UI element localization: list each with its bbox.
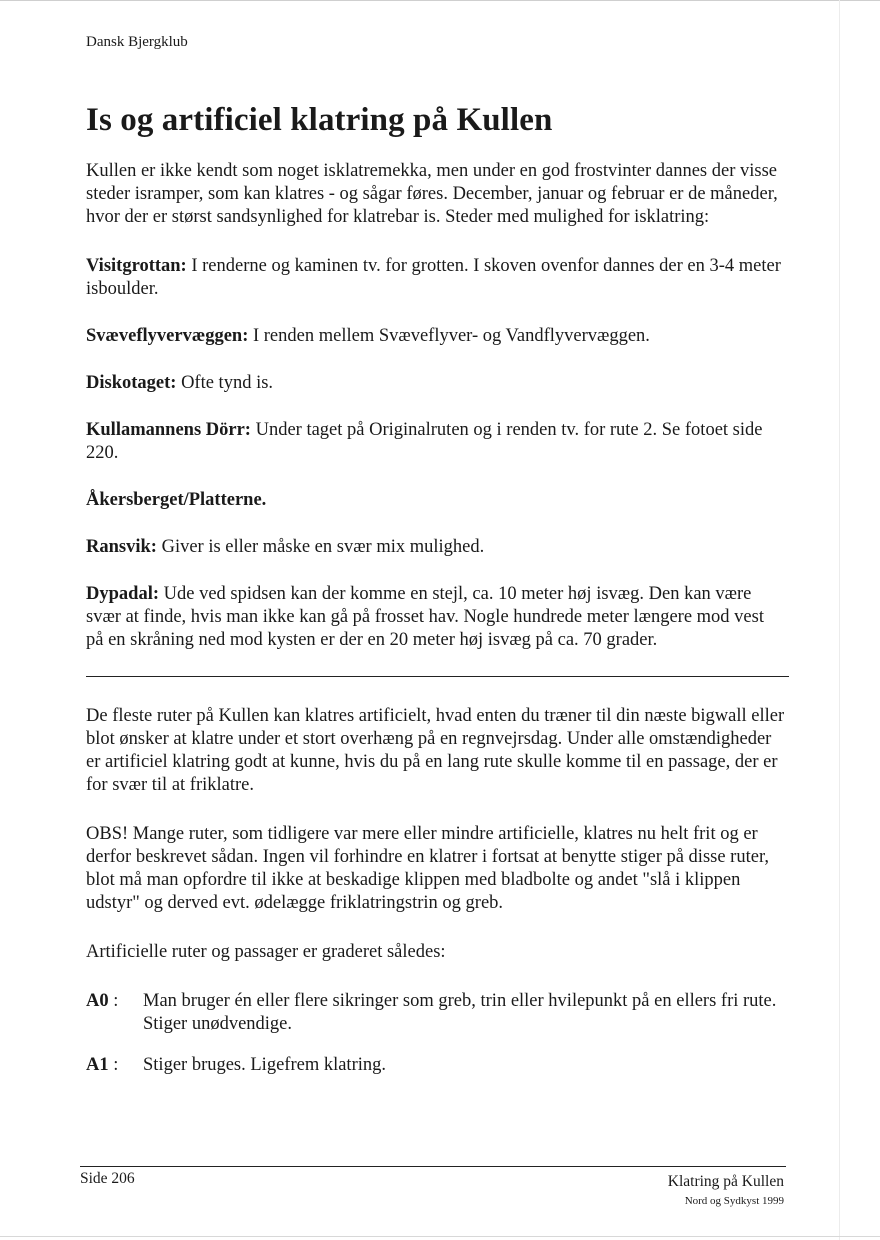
grade-a0 [86, 990, 786, 1036]
location-name: Svæveflyvervæggen: [86, 326, 249, 346]
grade-code-sep: : [108, 991, 119, 1011]
grade-code-label: A0 [86, 991, 109, 1011]
location-text: I renden mellem Svæveflyver- og Vandflyvervæggen. [248, 326, 650, 346]
grade-description: Man bruger én eller flere sikringer som greb, trin eller hvilepunkt på en ellers fri rute. Stiger unødvendige. [143, 991, 777, 1034]
location-kullamannens-dorr [86, 419, 786, 465]
grade-a1 [86, 1054, 786, 1077]
scan-edge-top [0, 0, 880, 1]
location-name: Diskotaget: [86, 373, 177, 393]
scan-edge-right [839, 0, 840, 1240]
scan-edge-bottom [0, 1236, 880, 1237]
location-akersberget [86, 489, 786, 512]
location-dypadal [86, 583, 786, 652]
artificial-paragraph-1: De fleste ruter på Kullen kan klatres artificielt, hvad enten du træner til din næste bigwall eller blot ønsker at klatre under et stort overhæng på en regnvejrsdag. Under alle omstændigheder er artificiel klatring godt at kunne, hvis du på en lang rute skulle komme til en passage, der er for svær til at friklatre. [86, 706, 785, 795]
artificial-paragraph-2: OBS! Mange ruter, som tidligere var mere eller mindre artificielle, klatres nu helt frit og er derfor beskrevet sådan. Ingen vil forhindre en klatrer i fortsat at benytte stiger på disse ruter, blot må man opfordre til ikke at beskadige klippen med bladbolte og andet "slå i klippen udstyr" og derved evt. ødelægge friklatringstrin og greb. [86, 824, 769, 913]
grade-code-label: A1 [86, 1055, 109, 1075]
location-text: Under taget på Originalruten og i renden tv. for rute 2. Se fotoet side 220. [86, 420, 763, 463]
grading-intro: Artificielle ruter og passager er graderet således: [86, 942, 446, 962]
grade-description: Stiger bruges. Ligefrem klatring. [143, 1055, 387, 1075]
location-text: Giver is eller måske en svær mix mulighed. [156, 537, 485, 557]
page-title: Is og artificiel klatring på Kullen [86, 102, 553, 138]
page-number: Side 206 [80, 1170, 135, 1187]
book-title: Klatring på Kullen [667, 1173, 784, 1190]
running-header: Dansk Bjergklub [86, 34, 188, 50]
intro-paragraph: Kullen er ikke kendt som noget isklatremekka, men under en god frostvinter dannes der visse steder isramper, som kan klatres - og sågar føres. December, januar og februar er de måneder, hvor der er størst sandsynlighed for klatrebar is. Steder med mulighed for isklatring: [86, 161, 778, 227]
location-svaeveflyvervaeggen [86, 325, 786, 348]
page-content [86, 160, 786, 1095]
location-text: I renderne og kaminen tv. for grotten. I skoven ovenfor dannes der en 3-4 meter isboulder. [86, 256, 781, 299]
grade-code [86, 1054, 143, 1077]
book-subtitle: Nord og Sydkyst 1999 [684, 1195, 784, 1207]
grade-code-sep: : [108, 1055, 119, 1075]
location-diskotaget [86, 372, 786, 395]
location-name: Åkersberget/Platterne. [86, 490, 267, 510]
location-name: Ransvik: [86, 537, 157, 557]
location-name: Dypadal: [86, 584, 159, 604]
location-name: Visitgrottan: [86, 256, 187, 276]
section-divider [86, 676, 789, 677]
footer-divider [80, 1166, 786, 1167]
location-name: Kullamannens Dörr: [86, 420, 251, 440]
location-text: Ofte tynd is. [176, 373, 274, 393]
location-text: Ude ved spidsen kan der komme en stejl, ca. 10 meter høj isvæg. Den kan være svær at finde, hvis man ikke kan gå på frosset hav. Nogle hundrede meter længere mod vest på en skråning ned mod kysten er der en 20 meter høj isvæg på ca. 70 grader. [86, 584, 764, 650]
location-ransvik [86, 536, 786, 559]
grade-code [86, 990, 143, 1036]
location-visitgrottan [86, 255, 786, 301]
